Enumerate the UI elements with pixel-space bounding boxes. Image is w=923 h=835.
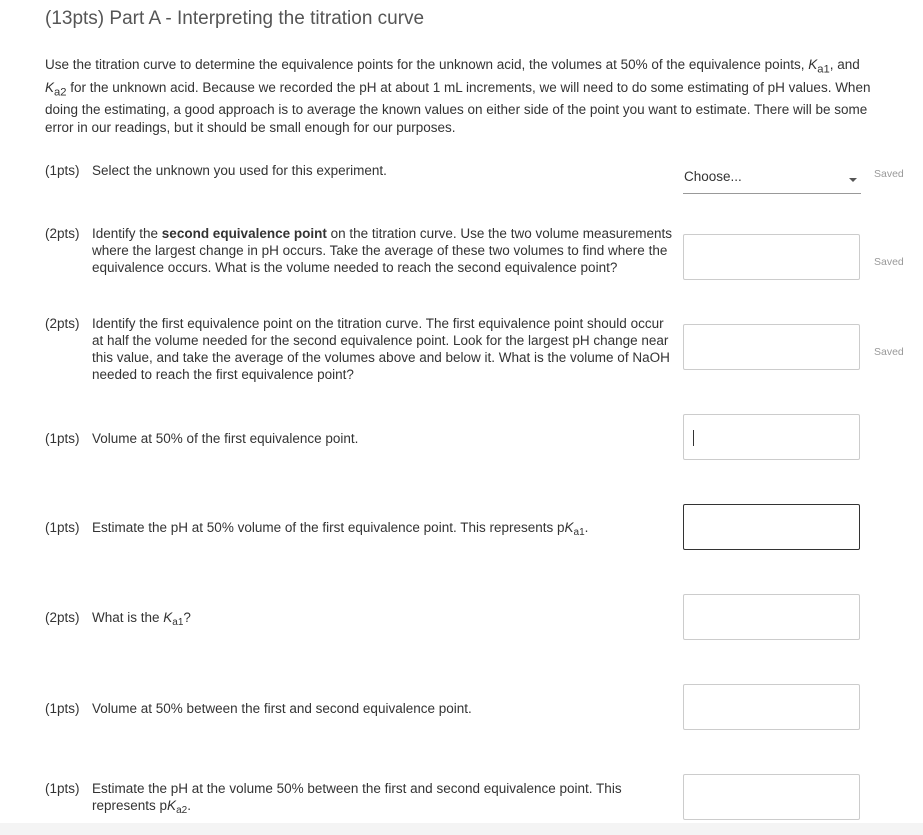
question-pka2 [45, 780, 675, 819]
question-text [92, 609, 675, 631]
answer-input-ka1[interactable] [683, 594, 860, 640]
ka2-subscript: a2 [54, 86, 67, 99]
page-bottom-edge [0, 823, 923, 835]
emphasis-text: second equivalence point [161, 226, 327, 241]
page-title: (13pts) Part A - Interpreting the titration curve [45, 8, 425, 29]
points-label: (2pts) [45, 316, 80, 331]
ka2-symbol: K [45, 79, 55, 95]
unknown-select[interactable] [683, 166, 861, 194]
intro-text-2: for the unknown acid. Because we recorded the pH at about 1 mL increments, we will need to do some estimating of pH values. When doing the estimating, a good approach is to average the known values on either side of the point you want to estimate. There will be some error in our readings, but it should be small enough for our purposes. [45, 79, 871, 136]
text-part: ? [183, 610, 191, 625]
points-label: (1pts) [45, 163, 80, 178]
answer-input-half-first-volume[interactable] [683, 414, 860, 460]
question-text [92, 780, 675, 819]
ka1-symbol: K [808, 57, 818, 72]
text-part: . [187, 798, 191, 813]
question-text [92, 225, 675, 276]
text-part: on the titration curve. Use the two volume measurements where the largest change in pH occurs. Take the average of these two volumes to find where the equivalence occurs. What is the volume needed to reach the second equivalence point? [92, 226, 673, 275]
text-part: Estimate the pH at the volume 50% between the first and second equivalence point. This represents p [92, 781, 622, 813]
intro-text-1: Use the titration curve to determine the equivalence points for the unknown acid, the volumes at 50% of the equivalence points, [45, 57, 809, 72]
points-label: (2pts) [45, 226, 80, 241]
question-text: Volume at 50% between the first and second equivalence point. [92, 701, 472, 716]
question-text [92, 519, 675, 541]
question-first-equivalence [45, 315, 675, 383]
question-unknown [45, 162, 675, 179]
text-cursor [693, 430, 694, 446]
answer-input-half-between-volume[interactable] [683, 684, 860, 730]
instructions [45, 56, 875, 137]
k-subscript: a2 [176, 805, 188, 816]
intro-and: , and [829, 57, 860, 72]
points-label: (1pts) [45, 701, 80, 716]
text-part: What is the [92, 610, 164, 625]
select-value: Choose... [684, 169, 742, 184]
saved-status: Saved [874, 346, 904, 358]
answer-input-pka2[interactable] [683, 774, 860, 820]
answer-input-first-equivalence[interactable] [683, 324, 860, 370]
question-half-between-volume [45, 700, 675, 717]
question-second-equivalence [45, 225, 675, 276]
question-half-first-volume [45, 430, 675, 447]
k-symbol: K [167, 798, 177, 813]
text-part: . [584, 520, 589, 535]
points-label: (1pts) [45, 781, 80, 796]
k-symbol: K [163, 610, 173, 625]
text-part: Identify the [92, 226, 162, 241]
answer-input-pka1[interactable] [683, 504, 860, 550]
k-subscript: a1 [573, 527, 585, 538]
points-label: (1pts) [45, 520, 80, 535]
question-text: Volume at 50% of the first equivalence point. [92, 431, 359, 446]
dropdown-arrow-icon [849, 178, 857, 182]
points-label: (1pts) [45, 431, 80, 446]
question-text: Identify the first equivalence point on the titration curve. The first equivalence point should occur at half the volume needed for the second equivalence point. Look for the largest pH change near this value, and take the average of the volumes above and below it. What is the volume of NaOH needed to reach the first equivalence point? [92, 316, 670, 382]
k-subscript: a1 [172, 617, 184, 628]
text-part: Estimate the pH at 50% volume of the first equivalence point. This represents p [92, 520, 565, 535]
question-ka1 [45, 609, 675, 631]
answer-input-second-equivalence[interactable] [683, 234, 860, 280]
saved-status: Saved [874, 256, 904, 268]
ka1-subscript: a1 [817, 63, 830, 76]
points-label: (2pts) [45, 610, 80, 625]
question-text: Select the unknown you used for this experiment. [92, 163, 387, 178]
saved-status: Saved [874, 168, 904, 180]
question-pka1 [45, 519, 675, 541]
k-symbol: K [564, 520, 574, 535]
